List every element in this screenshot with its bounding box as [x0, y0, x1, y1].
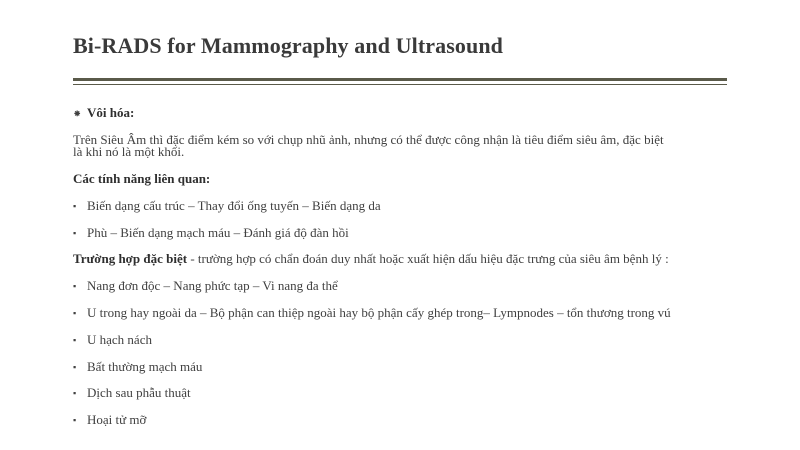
square-bullet-icon: ▪ — [73, 362, 77, 372]
square-bullet-icon: ▪ — [73, 201, 77, 211]
special-item-text: Dịch sau phẫu thuật — [87, 385, 191, 400]
special-item — [73, 279, 338, 293]
special-item-text: Nang đơn độc – Nang phức tạp – Vi nang đa thể — [87, 278, 338, 293]
special-case-text: - trường hợp có chẩn đoán duy nhất hoặc xuất hiện dấu hiệu đặc trưng của siêu âm bệnh lý : — [187, 251, 669, 266]
special-item — [73, 360, 202, 374]
special-item-text: U hạch nách — [87, 332, 152, 347]
slide-title: Bi-RADS for Mammography and Ultrasound — [73, 33, 503, 58]
square-bullet-icon: ▪ — [73, 388, 77, 398]
related-item — [73, 226, 349, 240]
square-bullet-icon: ▪ — [73, 228, 77, 238]
special-item — [73, 386, 191, 400]
special-case-label: Trường hợp đặc biệt — [73, 251, 188, 266]
title-divider-thin — [73, 84, 727, 85]
square-bullet-icon: ▪ — [73, 281, 77, 291]
special-item-text: Bất thường mạch máu — [87, 359, 203, 374]
title-divider-thick — [73, 78, 727, 81]
special-item — [73, 333, 152, 347]
special-item-text: Hoại tử mỡ — [87, 412, 147, 427]
special-item — [73, 306, 671, 320]
square-bullet-icon: ▪ — [73, 335, 77, 345]
related-item-text: Phù – Biến dạng mạch máu – Đánh giá độ đàn hồi — [87, 225, 349, 240]
related-heading: Các tính năng liên quan: — [73, 171, 211, 186]
star-bullet-icon: ⁕ — [73, 109, 82, 120]
intro-line-2: là khi nó là một khối. — [73, 144, 185, 159]
section-heading — [73, 106, 134, 121]
related-item-text: Biến dạng cấu trúc – Thay đổi ống tuyến – Biến dạng da — [87, 198, 381, 213]
intro-line-1: Trên Siêu Âm thì đặc điểm kém so với chụp nhũ ảnh, nhưng có thể được công nhận là tiêu điểm siêu âm, đặc biệt — [73, 132, 664, 147]
square-bullet-icon: ▪ — [73, 415, 77, 425]
special-case-line — [73, 252, 669, 265]
square-bullet-icon: ▪ — [73, 308, 77, 318]
related-item — [73, 199, 381, 213]
special-item-text: U trong hay ngoài da – Bộ phận can thiệp ngoài hay bộ phận cấy ghép trong– Lympnodes – tổn thương trong vú — [87, 305, 671, 320]
special-item — [73, 413, 146, 427]
section-label: Vôi hóa: — [87, 105, 135, 120]
